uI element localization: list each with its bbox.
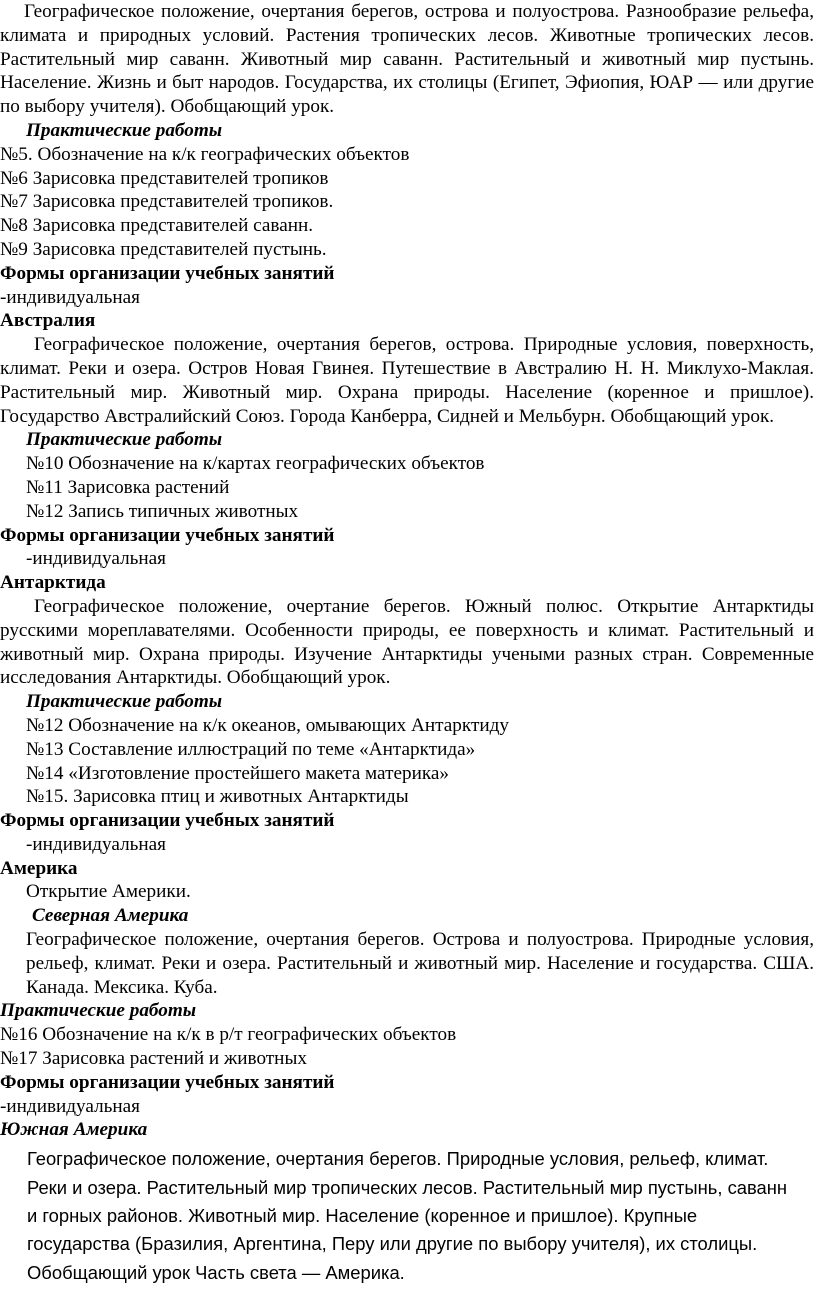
antarctica-forms-value: -индивидуальная [26,833,167,855]
antarctica-work-15: №15. Зарисовка птиц и животных Антарктиды [26,786,409,808]
north-america-text: Географическое положение, очертания берегов. Острова и полуострова. Природные условия, рельеф, климат. Реки и озера. Растительный и животный мир. Население и государства. США. Канада. Мексика. Куба. [26,929,814,998]
antarctica-forms-heading: Формы организации учебных занятий [0,810,335,832]
africa-work-5: №5. Обозначение на к/к географических объектов [0,143,410,165]
north-america-work-17: №17 Зарисовка растений и животных [0,1048,307,1070]
africa-forms-heading: Формы организации учебных занятий [0,262,335,284]
africa-intro: Географическое положение, очертания берегов, острова и полуострова. Разнообразие рельефа, климата и природных условий. Растения тропических лесов. Животные тропических лесов. Растительный мир саванн. Животный мир саванн. Растительный и животный мир пустынь. Население. Жизнь и быт народов. Государства, их столицы (Египет, Эфиопия, ЮАР — или другие по выбору учителя). Обобщающий урок. [0,1,814,118]
antarctica-practical-heading: Практические работы [26,691,223,713]
north-america-text-block [0,928,814,999]
north-america-work-16: №16 Обозначение на к/к в р/т географических объектов [0,1024,457,1046]
africa-forms-value: -индивидуальная [0,286,141,308]
north-america-forms-value: -индивидуальная [0,1095,141,1117]
africa-work-8: №8 Зарисовка представителей саванн. [0,215,314,237]
antarctica-title: Антарктида [0,572,106,594]
australia-work-11: №11 Зарисовка растений [26,476,230,498]
south-america-line: Географическое положение, очертания берегов. Природные условия, рельеф, климат. [27,1148,769,1170]
antarctica-text: Географическое положение, очертание берегов. Южный полюс. Открытие Антарктиды русскими мореплавателями. Особенности природы, ее поверхность и климат. Растительный и животный мир. Охрана природы. Изучение Антарктиды учеными разных стран. Современные исследования Антарктиды. Обобщающий урок. [0,595,814,689]
antarctica-work-13: №13 Составление иллюстраций по теме «Антарктида» [26,738,476,760]
america-discovery: Открытие Америки. [26,881,191,903]
america-title: Америка [0,857,78,879]
south-america-line: государства (Бразилия, Аргентина, Перу или другие по выбору учителя), их столицы. [27,1233,758,1255]
north-america-practical-heading: Практические работы [0,1000,197,1022]
north-america-forms-heading: Формы организации учебных занятий [0,1071,335,1093]
africa-work-9: №9 Зарисовка представителей пустынь. [0,238,327,260]
africa-practical-heading: Практические работы [26,119,223,141]
australia-work-12: №12 Запись типичных животных [26,500,299,522]
australia-forms-value: -индивидуальная [26,548,167,570]
australia-work-10: №10 Обозначение на к/картах географических объектов [26,453,485,475]
north-america-title: Северная Америка [32,905,189,927]
australia-text: Географическое положение, очертания берегов, острова. Природные условия, поверхность, климат. Реки и озера. Остров Новая Гвинея. Путешествие в Австралию Н. Н. Миклухо-Маклая. Растительный мир. Животный мир. Охрана природы. Население (коренное и пришлое). Государство Австралийский Союз. Города Канберра, Сидней и Мельбурн. Обобщающий урок. [0,334,814,427]
south-america-text [0,1145,814,1287]
australia-title: Австралия [0,310,96,332]
africa-work-6: №6 Зарисовка представителей тропиков [0,167,329,189]
australia-forms-heading: Формы организации учебных занятий [0,524,335,546]
antarctica-work-12: №12 Обозначение на к/к океанов, омывающих Антарктиду [26,714,509,736]
south-america-line: Реки и озера. Растительный мир тропических лесов. Растительный мир пустынь, саванн [27,1176,788,1198]
south-america-line: Обобщающий урок Часть света — Америка. [27,1261,405,1283]
south-america-line: и горных районов. Животный мир. Население (коренное и пришлое). Крупные [27,1205,698,1227]
antarctica-work-14: №14 «Изготовление простейшего макета материка» [26,762,449,784]
africa-work-7: №7 Зарисовка представителей тропиков. [0,191,334,213]
south-america-title: Южная Америка [0,1119,148,1141]
australia-practical-heading: Практические работы [26,429,223,451]
